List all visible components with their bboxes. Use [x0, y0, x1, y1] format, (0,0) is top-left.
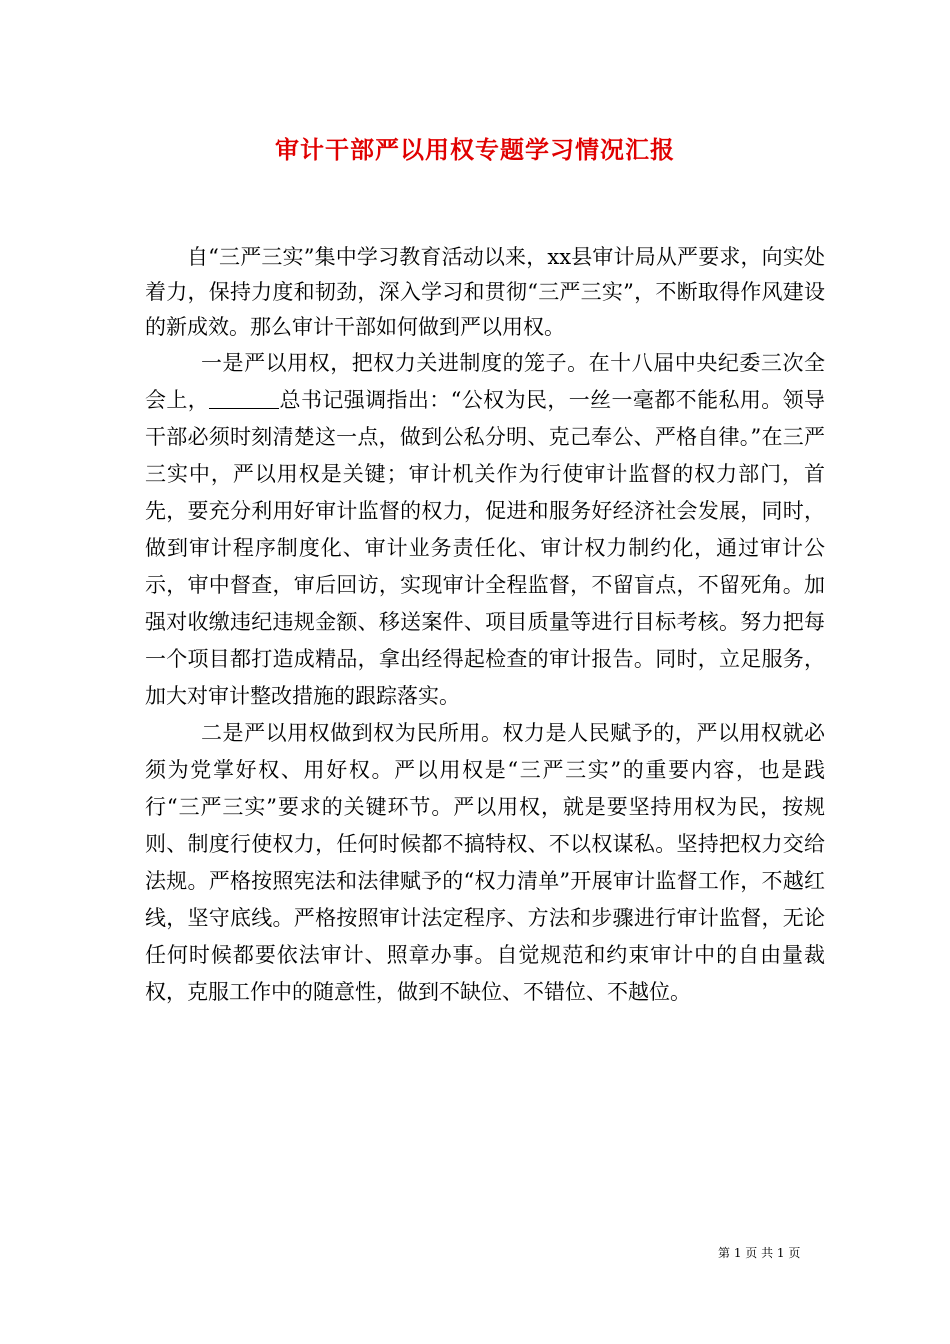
- document-title: 审计干部严以用权专题学习情况汇报: [275, 135, 675, 164]
- paragraph-intro: 自“三严三实”集中学习教育活动以来，xx县审计局从严要求，向实处着力，保持力度和韧劲，深入学习和贯彻“三严三实”，不断取得作风建设的新成效。那么审计干部如何做到严以用权。: [145, 245, 825, 339]
- document-body: [145, 240, 825, 1011]
- redacted-name-blank: [209, 388, 279, 409]
- paragraph-point-one-part-b: 总书记强调指出：“公权为民，一丝一毫都不能私用。领导干部必须时刻清楚这一点，做到公私分明、克己奉公、严格自律。”在三严三实中，严以用权是关键；审计机关作为行使审计监督的权力部门，首先，要充分利用好审计监督的权力，促进和服务好经济社会发展，同时，做到审计程序制度化、审计业务责任化、审计权力制约化，通过审计公示，审中督查，审后回访，实现审计全程监督，不留盲点，不留死角。加强对收缴违纪违规金额、移送案件、项目质量等进行目标考核。努力把每一个项目都打造成精品，拿出经得起检查的审计报告。同时，立足服务，加大对审计整改措施的跟踪落实。: [145, 388, 826, 708]
- paragraph-point-one-part-a: 一是严以用权，把权力关进制度的笼子。在十八届中央纪委三次全会上，: [145, 351, 825, 412]
- page-number-footer: 第 1 页 共 1 页: [718, 1246, 801, 1260]
- paragraph-point-two: 二是严以用权做到权为民所用。权力是人民赋予的，严以用权就必须为党掌好权、用好权。严以用权是“三严三实”的重要内容，也是践行“三严三实”要求的关键环节。严以用权，就是要坚持用权为民，按规则、制度行使权力，任何时候都不搞特权、不以权谋私。坚持把权力交给法规。严格按照宪法和法律赋予的“权力清单”开展审计监督工作，不越红线，坚守底线。严格按照审计法定程序、方法和步骤进行审计监督，无论任何时候都要依法审计、照章办事。自觉规范和约束审计中的自由量裁权，克服工作中的随意性，做到不缺位、不错位、不越位。: [145, 721, 825, 1004]
- paragraph-point-one: [145, 345, 825, 715]
